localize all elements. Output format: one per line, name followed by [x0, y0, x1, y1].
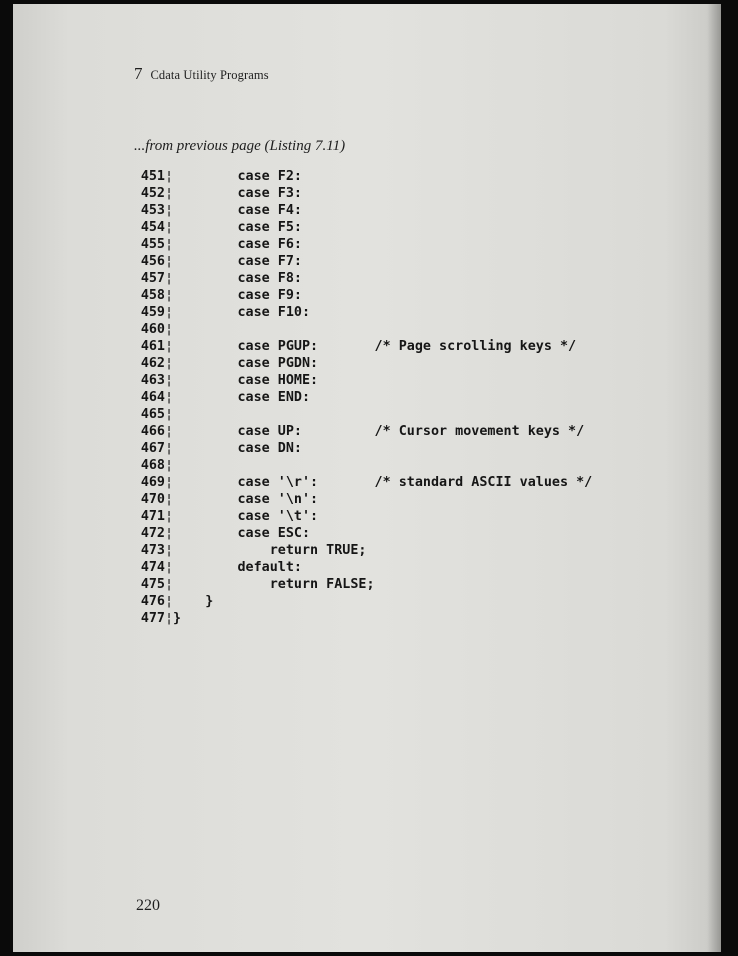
code-text: case F8:	[173, 271, 302, 286]
line-number: 463	[140, 373, 165, 388]
line-number: 455	[140, 237, 165, 252]
code-line	[133, 406, 592, 423]
line-separator: ¦	[165, 220, 174, 235]
line-number: 474	[140, 560, 165, 575]
code-line	[133, 610, 592, 627]
line-separator: ¦	[165, 441, 174, 456]
line-separator: ¦	[165, 407, 174, 422]
line-separator: ¦	[165, 509, 174, 524]
code-line	[133, 457, 592, 474]
code-line	[133, 287, 592, 304]
line-separator: ¦	[165, 594, 174, 609]
code-text: case F6:	[173, 237, 302, 252]
line-number: 461	[140, 339, 165, 354]
line-number: 458	[140, 288, 165, 303]
line-separator: ¦	[165, 424, 174, 439]
line-separator: ¦	[165, 186, 174, 201]
line-separator: ¦	[165, 458, 174, 473]
code-line	[133, 236, 592, 253]
line-number: 472	[140, 526, 165, 541]
code-text: case UP: /* Cursor movement keys */	[173, 424, 585, 439]
code-listing	[133, 168, 592, 627]
code-line	[133, 542, 592, 559]
code-line	[133, 474, 592, 491]
code-line	[133, 440, 592, 457]
line-separator: ¦	[165, 305, 174, 320]
line-number: 453	[140, 203, 165, 218]
code-line	[133, 559, 592, 576]
line-number: 460	[140, 322, 165, 337]
line-number: 459	[140, 305, 165, 320]
line-separator: ¦	[165, 577, 174, 592]
line-separator: ¦	[165, 356, 174, 371]
line-number: 464	[140, 390, 165, 405]
code-text: case HOME:	[173, 373, 319, 388]
code-text: case '\r': /* standard ASCII values */	[173, 475, 593, 490]
code-text: case F2:	[173, 169, 302, 184]
line-separator: ¦	[165, 288, 174, 303]
code-line	[133, 576, 592, 593]
line-number: 465	[140, 407, 165, 422]
line-number: 475	[140, 577, 165, 592]
line-separator: ¦	[165, 339, 174, 354]
code-line	[133, 321, 592, 338]
code-line	[133, 270, 592, 287]
code-line	[133, 219, 592, 236]
code-line	[133, 508, 592, 525]
chapter-title: Cdata Utility Programs	[150, 68, 269, 82]
code-line	[133, 185, 592, 202]
code-text: case F3:	[173, 186, 302, 201]
chapter-number: 7	[134, 64, 143, 83]
code-line	[133, 168, 592, 185]
code-line	[133, 525, 592, 542]
line-separator: ¦	[165, 237, 174, 252]
code-text: case F7:	[173, 254, 302, 269]
code-text: case PGDN:	[173, 356, 319, 371]
code-text: case F9:	[173, 288, 302, 303]
code-line	[133, 593, 592, 610]
line-number: 454	[140, 220, 165, 235]
line-number: 473	[140, 543, 165, 558]
book-page	[13, 4, 721, 952]
code-text: case PGUP: /* Page scrolling keys */	[173, 339, 577, 354]
line-separator: ¦	[165, 475, 174, 490]
code-line	[133, 338, 592, 355]
code-text: case ESC:	[173, 526, 311, 541]
line-separator: ¦	[165, 560, 174, 575]
code-line	[133, 253, 592, 270]
code-text: default:	[173, 560, 302, 575]
line-separator: ¦	[165, 611, 174, 626]
code-line	[133, 423, 592, 440]
code-line	[133, 372, 592, 389]
line-number: 466	[140, 424, 165, 439]
line-separator: ¦	[165, 492, 174, 507]
running-head	[134, 64, 269, 84]
line-number: 468	[140, 458, 165, 473]
line-separator: ¦	[165, 203, 174, 218]
line-number: 477	[140, 611, 165, 626]
code-text: case F4:	[173, 203, 302, 218]
line-number: 451	[140, 169, 165, 184]
code-text: }	[173, 594, 214, 609]
line-number: 456	[140, 254, 165, 269]
code-text: case F10:	[173, 305, 311, 320]
code-line	[133, 304, 592, 321]
code-text: case F5:	[173, 220, 302, 235]
line-separator: ¦	[165, 390, 174, 405]
line-separator: ¦	[165, 169, 174, 184]
line-number: 476	[140, 594, 165, 609]
line-separator: ¦	[165, 271, 174, 286]
line-number: 452	[140, 186, 165, 201]
code-line	[133, 355, 592, 372]
page-number: 220	[136, 897, 160, 914]
line-separator: ¦	[165, 322, 174, 337]
line-separator: ¦	[165, 254, 174, 269]
line-number: 471	[140, 509, 165, 524]
code-line	[133, 202, 592, 219]
code-text: return TRUE;	[173, 543, 367, 558]
code-text: case DN:	[173, 441, 302, 456]
code-text: case '\n':	[173, 492, 319, 507]
code-text: case END:	[173, 390, 311, 405]
code-line	[133, 491, 592, 508]
code-line	[133, 389, 592, 406]
line-separator: ¦	[165, 543, 174, 558]
line-separator: ¦	[165, 373, 174, 388]
line-number: 457	[140, 271, 165, 286]
code-text: }	[173, 611, 182, 626]
line-number: 467	[140, 441, 165, 456]
code-text: return FALSE;	[173, 577, 375, 592]
line-number: 462	[140, 356, 165, 371]
listing-caption: ...from previous page (Listing 7.11)	[134, 138, 346, 154]
line-number: 470	[140, 492, 165, 507]
line-separator: ¦	[165, 526, 174, 541]
code-text: case '\t':	[173, 509, 319, 524]
line-number: 469	[140, 475, 165, 490]
